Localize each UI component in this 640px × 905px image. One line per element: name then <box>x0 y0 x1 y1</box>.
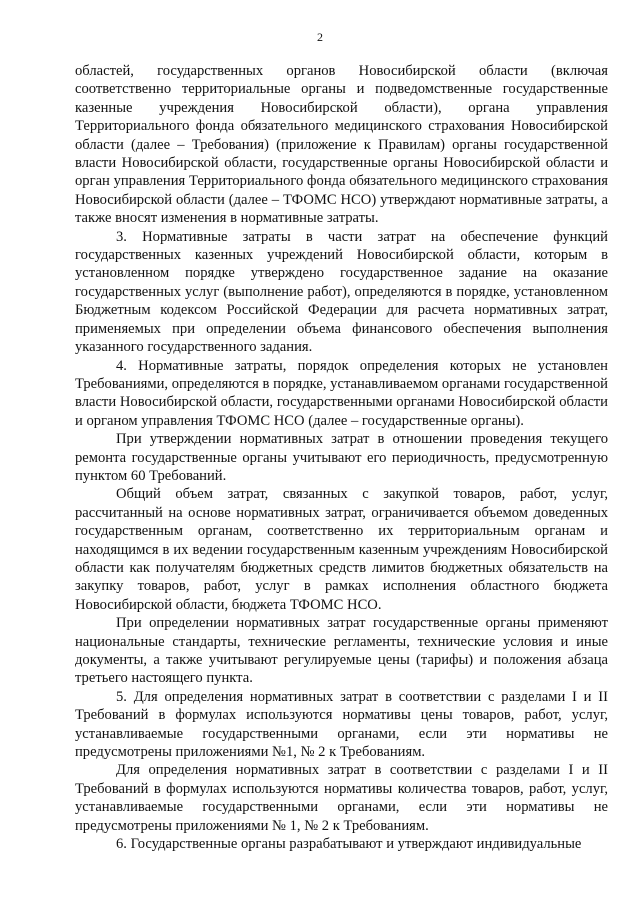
page-number: 2 <box>317 30 323 44</box>
paragraph-item-6: 6. Государственные органы разрабатывают и утверждают индивидуальные <box>116 836 582 853</box>
paragraph-item-4: 4. Нормативные затраты, порядок определения которых не установлен Требованиями, определяются в порядке, устанавливаемом органами государственной власти Новосибирской области, государственными органами Новосибирской области и органом управления ТФОМС НСО (далее – государственные органы). <box>75 357 608 429</box>
paragraph-item-5: 5. Для определения нормативных затрат в соответствии с разделами I и II Требований в формулах используются нормативы цены товаров, работ, услуг, устанавливаемые государственными органами, если эти нормативы не предусмотрены приложениями №1, № 2 к Требованиям. <box>75 688 608 761</box>
paragraph-quantity-norms: Для определения нормативных затрат в соответствии с разделами I и II Требований в формулах используются нормативы количества товаров, работ, услуг, устанавливаемые государственными органами, если эти нормативы не предусмотрены приложениями № 1, № 2 к Требованиям. <box>75 762 608 834</box>
document-body <box>75 62 608 853</box>
paragraph-total-costs: Общий объем затрат, связанных с закупкой товаров, работ, услуг, рассчитанный на основе нормативных затрат, ограничивается объемом доведенных государственным органам, соответственно их территориальным органам и находящимся в их ведении государственным казенным учреждениям Новосибирской области как получателям бюджетных средств лимитов бюджетных обязательств на закупку товаров, работ, услуг в рамках исполнения областного бюджета Новосибирской области, бюджета ТФОМС НСО. <box>75 486 608 613</box>
paragraph-repair: При утверждении нормативных затрат в отношении проведения текущего ремонта государственные органы учитывают его периодичность, предусмотренную пунктом 60 Требований. <box>75 431 608 484</box>
paragraph-continuation: областей, государственных органов Новосибирской области (включая соответственно территориальные органы и подведомственные государственные казенные учреждения Новосибирской области), органа управления Территориального фонда обязательного медицинского страхования Новосибирской области (далее – Требования) (приложение к Правилам) органы государственной власти Новосибирской области, государственные органы Новосибирской области и орган управления Территориального фонда обязательного медицинского страхования Новосибирской области (далее – ТФОМС НСО) утверждают нормативные затраты, а также вносят изменения в нормативные затраты. <box>75 63 608 227</box>
paragraph-standards: При определении нормативных затрат государственные органы применяют национальные стандарты, технические регламенты, технические условия и иные документы, а также учитывают регулируемые цены (тарифы) и положения абзаца третьего настоящего пункта. <box>75 615 608 687</box>
paragraph-item-3: 3. Нормативные затраты в части затрат на обеспечение функций государственных казенных учреждений Новосибирской области, которым в установленном порядке утверждено государственное задание на оказание государственных услуг (выполнение работ), определяются в порядке, установленном Бюджетным кодексом Российской Федерации для расчета нормативных затрат, применяемых при определении объема финансового обеспечения выполнения указанного государственного задания. <box>75 228 608 356</box>
